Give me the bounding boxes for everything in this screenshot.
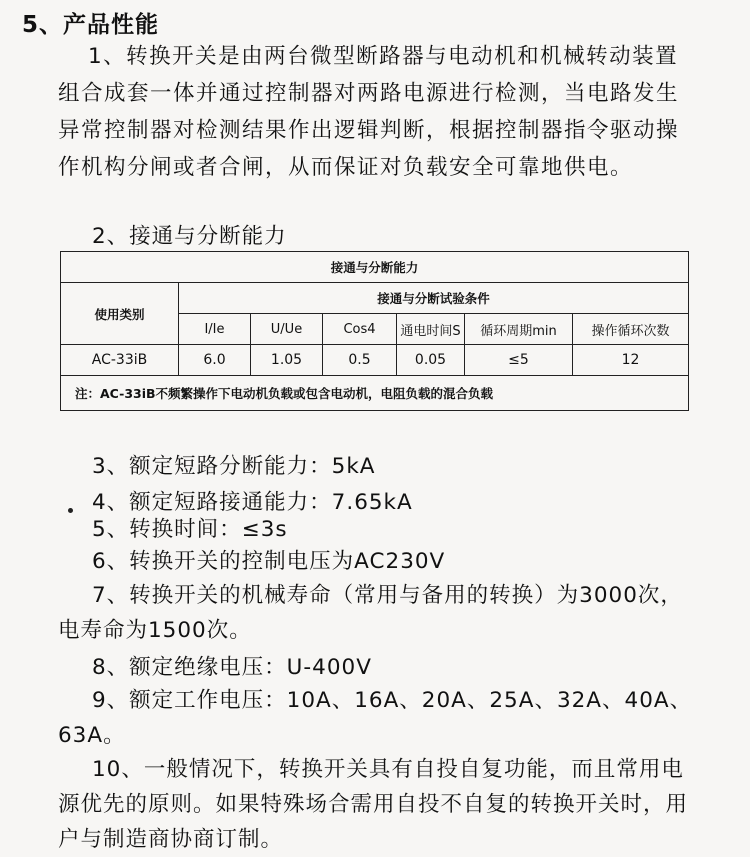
breaking-capacity-table: [60, 251, 689, 411]
column-header: I/Ie: [179, 314, 251, 345]
column-header: U/Ue: [251, 314, 323, 345]
item-3: 3、额定短路分断能力：5kA: [92, 454, 376, 479]
category-cell: AC-33iB: [61, 345, 179, 376]
use-category-header: 使用类别: [61, 283, 179, 345]
section-title: 5、产品性能: [22, 12, 160, 38]
table-note: 注：AC-33iB不频繁操作下电动机负载或包含电动机，电阻负载的混合负载: [61, 376, 689, 411]
table-cell: 6.0: [179, 345, 251, 376]
column-header: 循环周期min: [465, 314, 573, 345]
item-5: 5、转换时间：≤3s: [92, 517, 288, 542]
column-header: 操作循环次数: [573, 314, 689, 345]
item-7: 7、转换开关的机械寿命（常用与备用的转换）为3000次，电寿命为1500次。: [58, 583, 683, 643]
item-6: 6、转换开关的控制电压为AC230V: [92, 549, 446, 574]
item-9: 9、额定工作电压：10A、16A、20A、25A、32A、40A、63A。: [58, 688, 693, 748]
item-8: 8、额定绝缘电压：U-400V: [92, 655, 372, 680]
column-header: Cos4: [323, 314, 397, 345]
paragraph-1: 1、转换开关是由两台微型断路器与电动机和机械转动装置组合成套一体并通过控制器对两路电源进行检测，当电路发生异常控制器对检测结果作出逻辑判断，根据控制器指令驱动操作机构分闸或者合闸，从而保证对负载安全可靠地供电。: [58, 44, 680, 180]
table-cell: ≤5: [465, 345, 573, 376]
test-conditions-header: 接通与分断试验条件: [179, 283, 689, 314]
table-cell: 12: [573, 345, 689, 376]
table-cell: 0.5: [323, 345, 397, 376]
item-4: 4、额定短路接通能力：7.65kA: [92, 490, 413, 515]
table-caption: 接通与分断能力: [61, 252, 689, 283]
item-10: 10、一般情况下，转换开关具有自投自复功能，而且常用电源优先的原则。如果特殊场合需用自投不自复的转换开关时，用户与制造商协商订制。: [58, 757, 689, 852]
column-header: 通电时间S: [397, 314, 465, 345]
item-2-heading: 2、接通与分断能力: [92, 224, 287, 249]
table-cell: 1.05: [251, 345, 323, 376]
stray-dot: [68, 508, 73, 513]
table-cell: 0.05: [397, 345, 465, 376]
